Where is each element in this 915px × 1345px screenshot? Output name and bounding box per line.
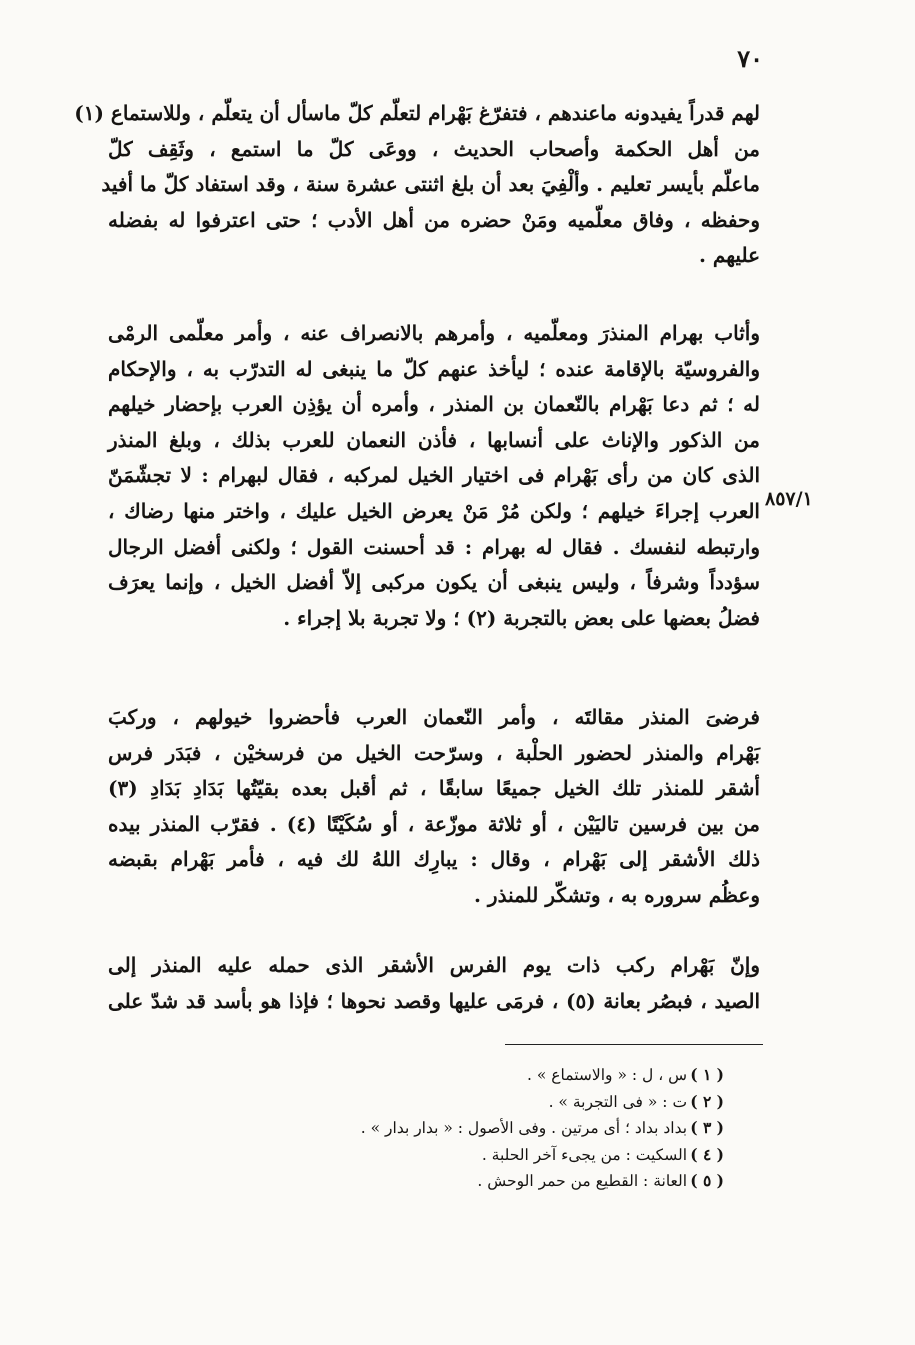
text-line: ذلك الأشقر إلى بَهْرام ، وقال : يبارِك اللهُ لك فيه ، فأمر بَهْرام بقبضه: [108, 847, 760, 872]
footnote: [200, 1142, 724, 1169]
text-line: من بين فرسين تاليَيْن ، أو ثلاثة موزّعة ، أو سُكَيْتًا (٤) . فقرّب المنذر بيده: [108, 811, 760, 836]
text-line: الذى كان من رأى بَهْرام فى اختيار الخيل لمركبه ، فقال لبهرام : لا تجشّمَنّ: [108, 463, 760, 488]
text-line: من أهل الحكمة وأصحاب الحديث ، ووعَى كلّ ما استمع ، وثَقِف كلّ: [108, 136, 760, 161]
footnote-text: بداد بداد ؛ أى مرتين . وفى الأصول : « بدار بدار » .: [360, 1119, 688, 1137]
footnote-divider: [505, 1044, 763, 1045]
text-line: وارتبطه لنفسك . فقال له بهرام : قد أحسنت القول ؛ ولكنى أفضل الرجال: [108, 534, 760, 559]
text-line: العرب إجراءَ خيلهم ؛ ولكن مُرْ مَنْ يعرض الخيل عليك ، واختر منها رضاك ،: [108, 498, 760, 523]
footnote-number: ( ٥ ): [690, 1171, 724, 1190]
text-line: ماعلّم بأيسر تعليم . وألْفِيَ بعد أن بلغ اثنتى عشرة سنة ، وقد استفاد كلّ ما أفيد: [101, 172, 760, 197]
footnote-text: السكيت : من يجىء آخر الحلبة .: [481, 1145, 688, 1164]
text-line: والفروسيّة بالإقامة عنده ؛ ليأخذ عنهم كلّ ما ينبغى له التدرّب به ، والإحكام: [108, 356, 760, 381]
paragraph-2: [108, 316, 760, 636]
footnote-text: س ، ل : « والاستماع » .: [527, 1066, 688, 1084]
text-line: بَهْرام والمنذر لحضور الحلْبة ، وسرّحت الخيل من فرسخيْن ، فبَدَر فرس: [108, 740, 760, 765]
text-line: من الذكور والإناث على أنسابها ، فأذن النعمان للعرب بذلك ، وبلغ المنذر: [108, 427, 760, 452]
text-line: له ؛ ثم دعا بَهْرام بالنّعمان بن المنذر ، وأمره أن يؤذِن العرب بإحضار خيلهم: [108, 392, 760, 417]
footnotes-list: [200, 1062, 724, 1195]
text-line: عليهم .: [698, 243, 760, 268]
footnote-number: ( ٢ ): [690, 1091, 724, 1111]
paragraph-4: [108, 948, 760, 1019]
paragraph-3: [108, 700, 760, 914]
footnote-text: العانة : القطيع من حمر الوحش .: [477, 1172, 688, 1190]
text-line: أشقر للمنذر تلك الخيل جميعًا سابقًا ، ثم أقبل بعده بقيّتُها بَدَادِ بَدَادِ (٣): [108, 776, 760, 801]
text-line: وأثاب بهرام المنذرَ ومعلّميه ، وأمرهم بالانصراف عنه ، وأمر معلّمى الرمْى: [108, 321, 760, 345]
page-number: ٧٠: [737, 44, 763, 73]
text-line: فرضىَ المنذر مقالتَه ، وأمر النّعمان العرب فأحضروا خيولهم ، وركبَ: [108, 705, 760, 729]
text-line: الصيد ، فبصُر بعانة (٥) ، فرمَى عليها وقصد نحوها ؛ فإذا هو بأسد قد شدّ على: [108, 988, 760, 1013]
text-line: وعظُم سروره به ، وتشكّر للمنذر .: [474, 882, 760, 907]
footnote: [200, 1115, 724, 1142]
footnote-number: ( ٣ ): [690, 1118, 724, 1137]
paragraph-1: [74, 96, 760, 274]
footnote: [200, 1062, 724, 1089]
text-line: سؤدداً وشرفاً ، وليس ينبغى أن يكون مركبى إلاّ أفضل الخيل ، وإنما يعرَف: [108, 570, 760, 595]
footnote-text: ت : « فى التجربة » .: [548, 1092, 688, 1111]
text-line: فضلُ بعضها على بعض بالتجربة (٢) ؛ ولا تجربة بلا إجراء .: [283, 605, 760, 630]
text-line: وإنّ بَهْرام ركب ذات يوم الفرس الأشقر الذى حمله عليه المنذر إلى: [108, 953, 761, 977]
footnote: [200, 1168, 724, 1195]
margin-reference-note: ٨٥٧/١: [765, 488, 813, 510]
text-line: لهم قدراً يفيدونه ماعندهم ، فتفرّغ بَهْرام لتعلّم كلّ ماسأل أن يتعلّم ، وللاستماع (١): [74, 101, 760, 125]
footnote-number: ( ١ ): [690, 1065, 724, 1084]
text-line: وحفظه ، وفاق معلّميه ومَنْ حضره من أهل الأدب ؛ حتى اعترفوا له بفضله: [108, 207, 760, 232]
footnote-number: ( ٤ ): [690, 1144, 724, 1164]
footnote: [200, 1089, 724, 1116]
